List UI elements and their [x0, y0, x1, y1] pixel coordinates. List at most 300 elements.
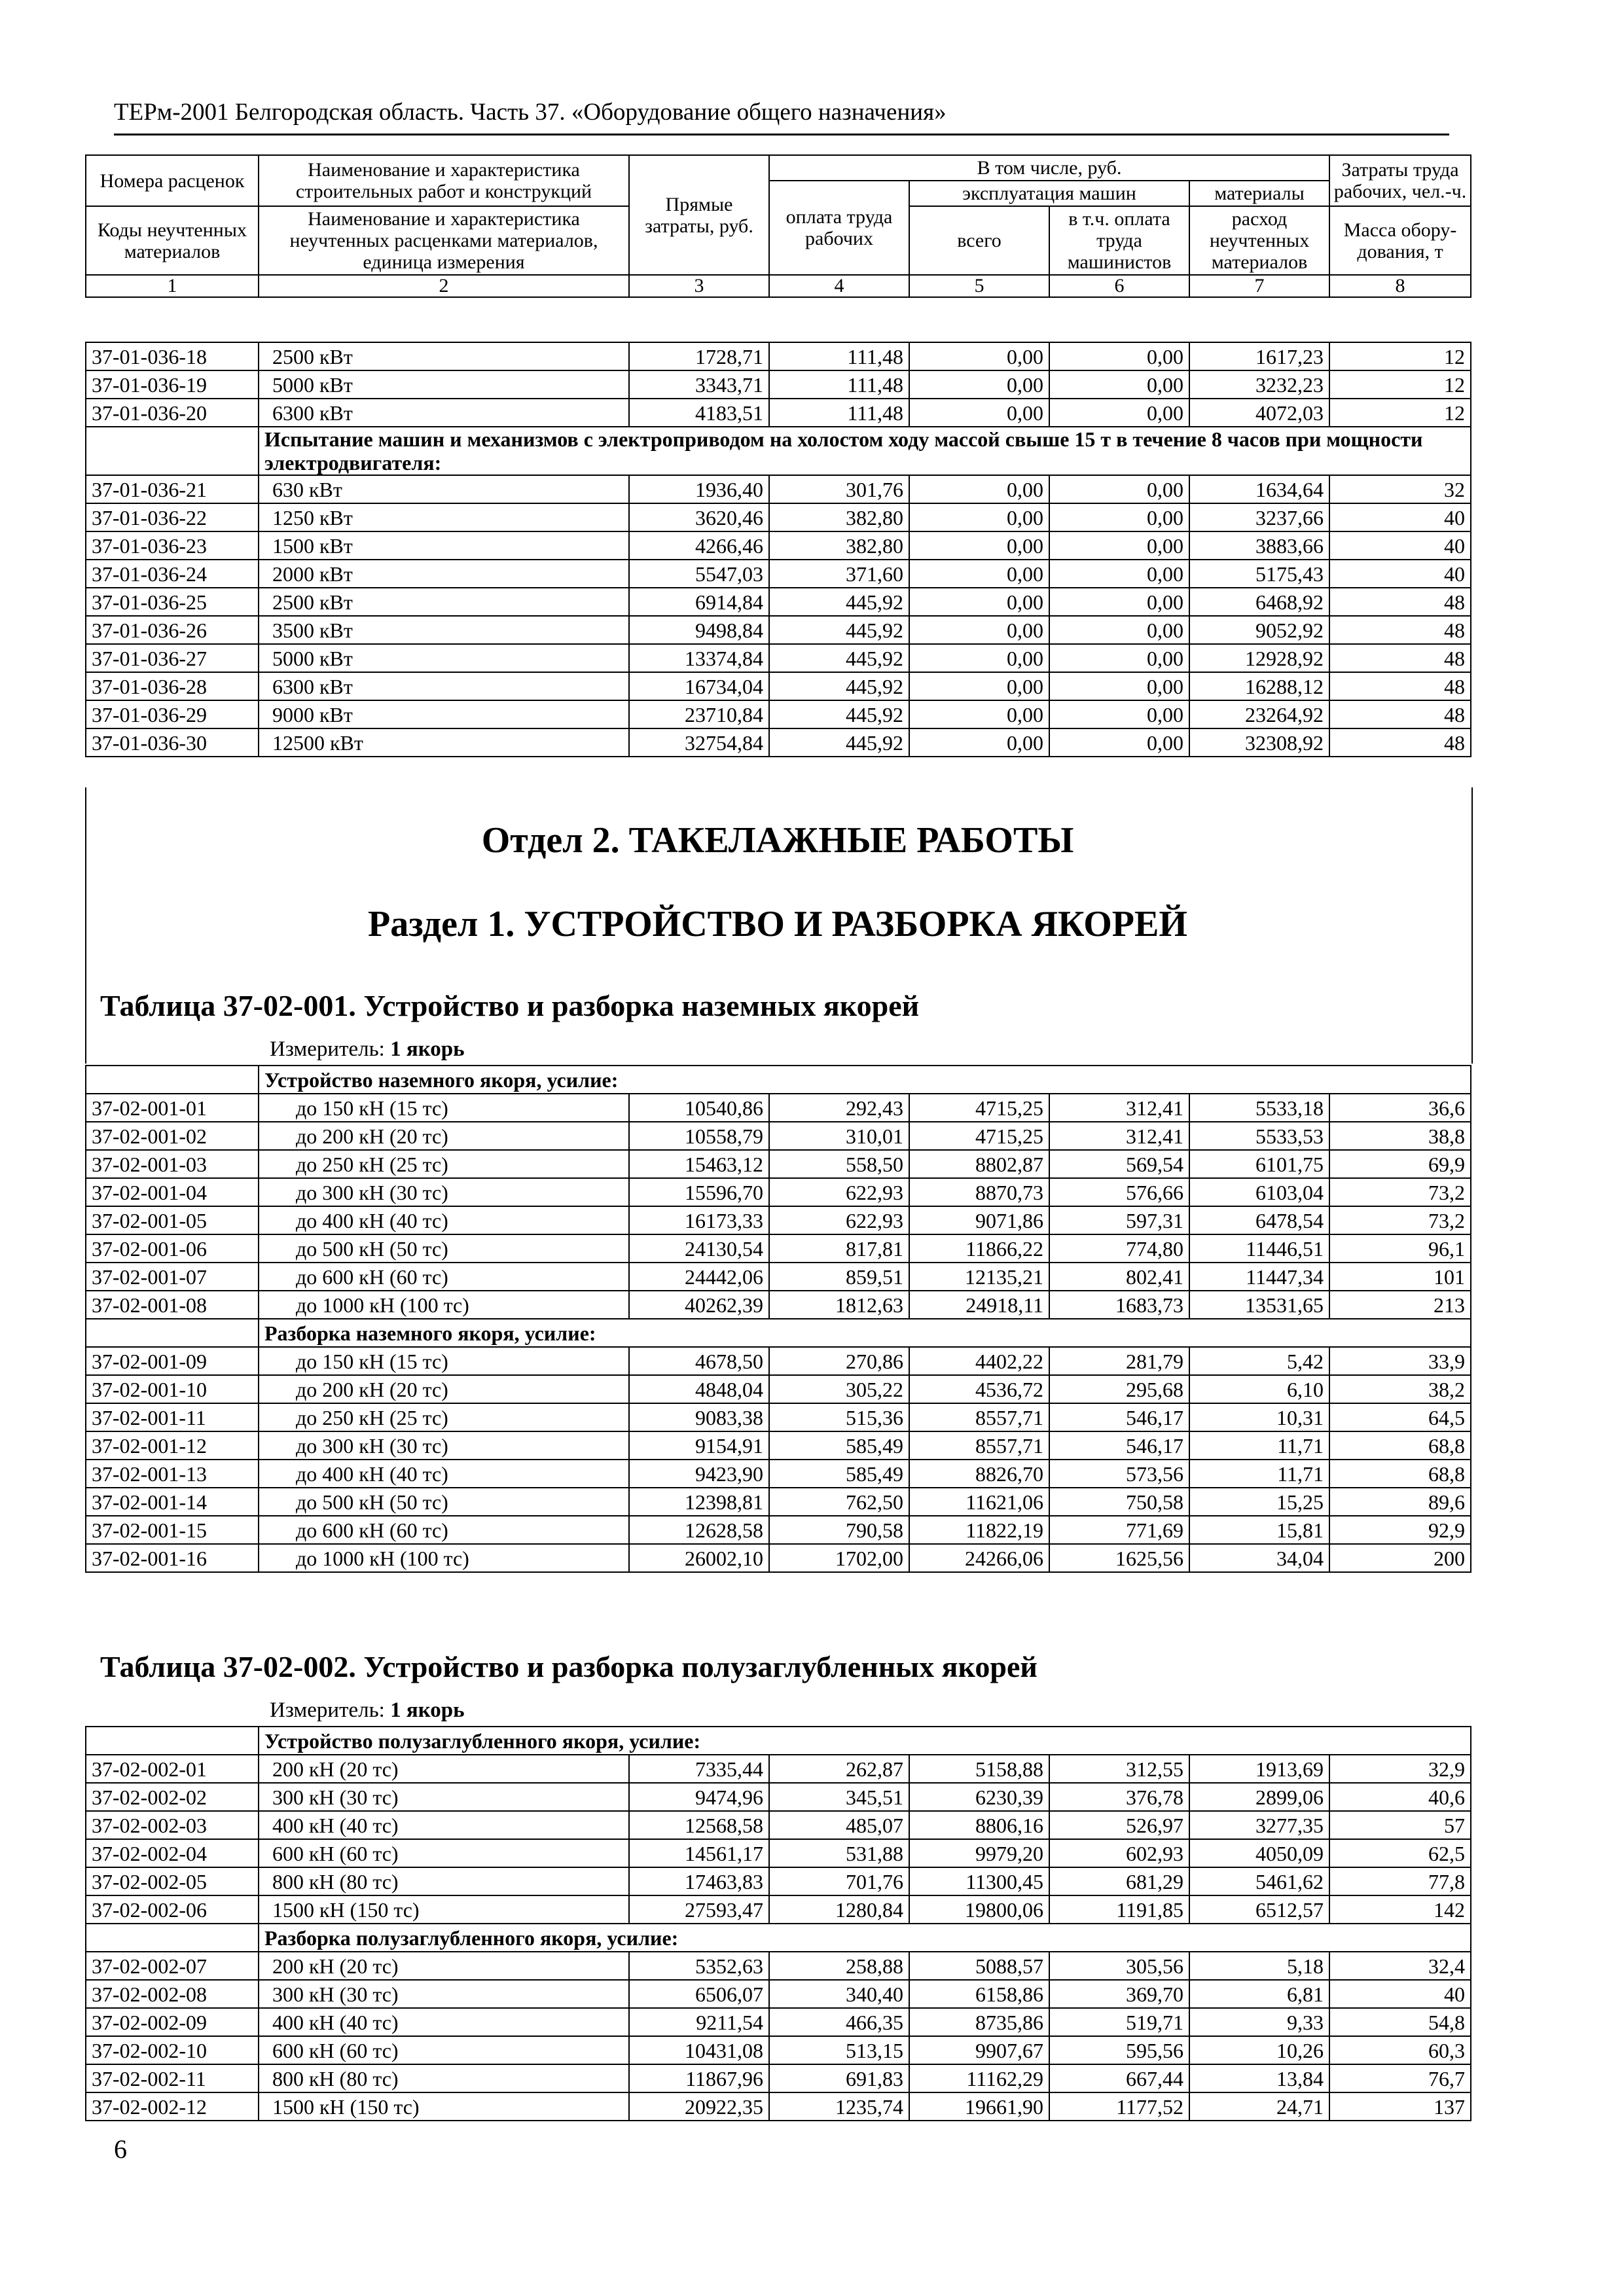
rate-code-cell: 37-01-036-26: [86, 616, 259, 644]
rate-code-cell: 37-01-036-21: [86, 475, 259, 503]
running-header: ТЕРм-2001 Белгородская область. Часть 37. «Оборудование общего назначения»: [114, 96, 1449, 135]
col-wages-header: оплата труда рабочих: [769, 181, 909, 275]
machinist-wages-cell: 281,79: [1049, 1347, 1189, 1375]
table-row: [86, 672, 1471, 700]
machinist-wages-cell: 0,00: [1049, 728, 1189, 757]
direct-cost-cell: 5547,03: [629, 560, 769, 588]
machines-total-cell: 9979,20: [909, 1839, 1049, 1867]
materials-cost-cell: 32308,92: [1189, 728, 1329, 757]
table-row: [86, 1122, 1471, 1150]
wages-cell: 310,01: [769, 1122, 909, 1150]
wages-cell: 258,88: [769, 1952, 909, 1980]
wages-cell: 817,81: [769, 1234, 909, 1263]
group-heading: Устройство полузаглубленного якоря, усилие:: [259, 1727, 1471, 1755]
group-heading-row: [86, 1319, 1471, 1347]
col-material-codes-header: Коды неучтенных материалов: [86, 206, 259, 275]
wages-cell: 345,51: [769, 1783, 909, 1811]
rate-code-cell: 37-02-001-01: [86, 1094, 259, 1122]
machinist-wages-cell: 576,66: [1049, 1178, 1189, 1206]
rate-code-cell: 37-02-002-02: [86, 1783, 259, 1811]
machines-total-cell: 8557,71: [909, 1403, 1049, 1431]
table-row: [86, 2092, 1471, 2121]
materials-cost-cell: 6101,75: [1189, 1150, 1329, 1178]
table-row: [86, 644, 1471, 672]
machinist-wages-cell: 369,70: [1049, 1980, 1189, 2008]
wages-cell: 292,43: [769, 1094, 909, 1122]
rate-name-cell: 2000 кВт: [259, 560, 629, 588]
machinist-wages-cell: 573,56: [1049, 1460, 1189, 1488]
machinist-wages-cell: 1191,85: [1049, 1895, 1189, 1924]
machines-total-cell: 8870,73: [909, 1178, 1049, 1206]
machinist-wages-cell: 750,58: [1049, 1488, 1189, 1516]
rate-code-cell: 37-02-001-06: [86, 1234, 259, 1263]
machines-total-cell: 8735,86: [909, 2008, 1049, 2036]
labor-hours-cell: 38,8: [1329, 1122, 1471, 1150]
table-row: [86, 1460, 1471, 1488]
table-row: [86, 1980, 1471, 2008]
machinist-wages-cell: 602,93: [1049, 1839, 1189, 1867]
machines-total-cell: 0,00: [909, 672, 1049, 700]
wages-cell: 382,80: [769, 503, 909, 531]
table-row: [86, 2064, 1471, 2092]
table-row: [86, 616, 1471, 644]
wages-cell: 445,92: [769, 728, 909, 757]
machinist-wages-cell: 0,00: [1049, 399, 1189, 427]
materials-cost-cell: 5461,62: [1189, 1867, 1329, 1895]
rate-name-cell: 2500 кВт: [259, 588, 629, 616]
wages-cell: 558,50: [769, 1150, 909, 1178]
machinist-wages-cell: 0,00: [1049, 616, 1189, 644]
wages-cell: 1280,84: [769, 1895, 909, 1924]
rate-code-cell: 37-02-001-12: [86, 1431, 259, 1460]
table-row: [86, 1178, 1471, 1206]
rate-code-cell: 37-02-002-12: [86, 2092, 259, 2121]
rate-name-cell: до 300 кН (30 тс): [259, 1178, 629, 1206]
machinist-wages-cell: 681,29: [1049, 1867, 1189, 1895]
direct-cost-cell: 40262,39: [629, 1291, 769, 1319]
wages-cell: 445,92: [769, 700, 909, 728]
machines-total-cell: 6230,39: [909, 1783, 1049, 1811]
materials-cost-cell: 6478,54: [1189, 1206, 1329, 1234]
col-labor-header: Затраты труда рабочих, чел.-ч.: [1329, 155, 1471, 206]
rate-code-cell: 37-02-001-02: [86, 1122, 259, 1150]
group-heading: Разборка наземного якоря, усилие:: [259, 1319, 1471, 1347]
group-heading-empty-cell: [86, 1727, 259, 1755]
col-index: 3: [629, 275, 769, 297]
labor-hours-cell: 33,9: [1329, 1347, 1471, 1375]
rate-name-cell: до 500 кН (50 тс): [259, 1488, 629, 1516]
rate-name-cell: до 400 кН (40 тс): [259, 1206, 629, 1234]
direct-cost-cell: 15463,12: [629, 1150, 769, 1178]
machinist-wages-cell: 0,00: [1049, 531, 1189, 560]
direct-cost-cell: 16173,33: [629, 1206, 769, 1234]
group-heading-row: [86, 1727, 1471, 1755]
materials-cost-cell: 11,71: [1189, 1431, 1329, 1460]
in-total-header: В том числе, руб.: [769, 155, 1329, 181]
rate-name-cell: до 200 кН (20 тс): [259, 1375, 629, 1403]
materials-cost-cell: 6512,57: [1189, 1895, 1329, 1924]
machinist-wages-cell: 597,31: [1049, 1206, 1189, 1234]
labor-hours-cell: 40: [1329, 560, 1471, 588]
rate-name-cell: 600 кН (60 тс): [259, 2036, 629, 2064]
rate-name-cell: до 250 кН (25 тс): [259, 1150, 629, 1178]
direct-cost-cell: 4848,04: [629, 1375, 769, 1403]
wages-cell: 790,58: [769, 1516, 909, 1544]
direct-cost-cell: 4183,51: [629, 399, 769, 427]
machinist-wages-cell: 0,00: [1049, 503, 1189, 531]
rate-name-cell: до 150 кН (15 тс): [259, 1347, 629, 1375]
machines-total-cell: 9071,86: [909, 1206, 1049, 1234]
direct-cost-cell: 1728,71: [629, 342, 769, 370]
table1-meter: Измеритель: 1 якорь: [270, 1037, 465, 1061]
machines-total-cell: 11866,22: [909, 1234, 1049, 1263]
col-index: 7: [1189, 275, 1329, 297]
wages-cell: 305,22: [769, 1375, 909, 1403]
rate-name-cell: до 600 кН (60 тс): [259, 1516, 629, 1544]
labor-hours-cell: 54,8: [1329, 2008, 1471, 2036]
labor-hours-cell: 12: [1329, 370, 1471, 399]
direct-cost-cell: 32754,84: [629, 728, 769, 757]
wages-cell: 1812,63: [769, 1291, 909, 1319]
rate-name-cell: 400 кН (40 тс): [259, 2008, 629, 2036]
labor-hours-cell: 48: [1329, 616, 1471, 644]
col-index: 2: [259, 275, 629, 297]
wages-cell: 262,87: [769, 1755, 909, 1783]
machines-total-cell: 0,00: [909, 399, 1049, 427]
rate-code-cell: 37-02-002-07: [86, 1952, 259, 1980]
labor-hours-cell: 32: [1329, 475, 1471, 503]
machinist-wages-cell: 519,71: [1049, 2008, 1189, 2036]
table-row: [86, 1516, 1471, 1544]
materials-cost-cell: 9,33: [1189, 2008, 1329, 2036]
direct-cost-cell: 12568,58: [629, 1811, 769, 1839]
direct-cost-cell: 17463,83: [629, 1867, 769, 1895]
materials-cost-cell: 10,26: [1189, 2036, 1329, 2064]
labor-hours-cell: 101: [1329, 1263, 1471, 1291]
group-heading: Разборка полузаглубленного якоря, усилие:: [259, 1924, 1471, 1952]
labor-hours-cell: 89,6: [1329, 1488, 1471, 1516]
materials-cost-cell: 24,71: [1189, 2092, 1329, 2121]
rate-name-cell: 6300 кВт: [259, 672, 629, 700]
machines-total-cell: 5158,88: [909, 1755, 1049, 1783]
rate-code-cell: 37-02-001-03: [86, 1150, 259, 1178]
machines-header: эксплуатация машин: [909, 181, 1189, 206]
wages-cell: 111,48: [769, 370, 909, 399]
direct-cost-cell: 10558,79: [629, 1122, 769, 1150]
rate-name-cell: 9000 кВт: [259, 700, 629, 728]
rate-name-cell: 5000 кВт: [259, 370, 629, 399]
wages-cell: 382,80: [769, 531, 909, 560]
labor-hours-cell: 32,9: [1329, 1755, 1471, 1783]
table1-title: Таблица 37-02-001. Устройство и разборка наземных якорей: [100, 989, 920, 1022]
wages-cell: 485,07: [769, 1811, 909, 1839]
table-row: [86, 370, 1471, 399]
materials-cost-cell: 3883,66: [1189, 531, 1329, 560]
machines-total-cell: 0,00: [909, 342, 1049, 370]
machinist-wages-cell: 305,56: [1049, 1952, 1189, 1980]
direct-cost-cell: 14561,17: [629, 1839, 769, 1867]
labor-hours-cell: 92,9: [1329, 1516, 1471, 1544]
machinist-wages-cell: 0,00: [1049, 700, 1189, 728]
wages-cell: 513,15: [769, 2036, 909, 2064]
rate-name-cell: 1500 кВт: [259, 531, 629, 560]
table-row: [86, 1094, 1471, 1122]
materials-cost-cell: 5175,43: [1189, 560, 1329, 588]
labor-hours-cell: 68,8: [1329, 1460, 1471, 1488]
materials-cost-cell: 3232,23: [1189, 370, 1329, 399]
rate-code-cell: 37-01-036-25: [86, 588, 259, 616]
table2-meter: Измеритель: 1 якорь: [270, 1698, 465, 1722]
machines-total-cell: 4536,72: [909, 1375, 1049, 1403]
machines-total-cell: 0,00: [909, 616, 1049, 644]
direct-cost-cell: 24442,06: [629, 1263, 769, 1291]
table-row: [86, 2036, 1471, 2064]
col-name-header: Наименование и характеристика строительных работ и конструкций: [259, 155, 629, 206]
direct-cost-cell: 1936,40: [629, 475, 769, 503]
direct-cost-cell: 4266,46: [629, 531, 769, 560]
labor-hours-cell: 48: [1329, 700, 1471, 728]
machines-total-cell: 12135,21: [909, 1263, 1049, 1291]
materials-cost-cell: 34,04: [1189, 1544, 1329, 1572]
materials-cost-cell: 3237,66: [1189, 503, 1329, 531]
materials-cost-cell: 2899,06: [1189, 1783, 1329, 1811]
rates-table-block1: [85, 342, 1471, 757]
labor-hours-cell: 137: [1329, 2092, 1471, 2121]
materials-cost-cell: 10,31: [1189, 1403, 1329, 1431]
rate-name-cell: 800 кН (80 тс): [259, 1867, 629, 1895]
table-row: [86, 1150, 1471, 1178]
group-heading-row: [86, 1924, 1471, 1952]
direct-cost-cell: 11867,96: [629, 2064, 769, 2092]
machinist-wages-cell: 0,00: [1049, 342, 1189, 370]
rate-name-cell: до 300 кН (30 тс): [259, 1431, 629, 1460]
rate-code-cell: 37-02-001-16: [86, 1544, 259, 1572]
labor-hours-cell: 57: [1329, 1811, 1471, 1839]
materials-header: материалы: [1189, 181, 1329, 206]
materials-cost-cell: 15,25: [1189, 1488, 1329, 1516]
rate-code-cell: 37-02-001-05: [86, 1206, 259, 1234]
rate-code-cell: 37-01-036-29: [86, 700, 259, 728]
table-row: [86, 588, 1471, 616]
rate-name-cell: до 400 кН (40 тс): [259, 1460, 629, 1488]
table-row: [86, 1895, 1471, 1924]
rate-code-cell: 37-02-001-09: [86, 1347, 259, 1375]
labor-hours-cell: 36,6: [1329, 1094, 1471, 1122]
rate-name-cell: 12500 кВт: [259, 728, 629, 757]
group-heading: Устройство наземного якоря, усилие:: [259, 1066, 1471, 1094]
group-heading-empty-cell: [86, 1066, 259, 1094]
labor-hours-cell: 40: [1329, 1980, 1471, 2008]
table-row: [86, 1839, 1471, 1867]
rate-code-cell: 37-02-002-08: [86, 1980, 259, 2008]
direct-cost-cell: 10540,86: [629, 1094, 769, 1122]
labor-hours-cell: 40,6: [1329, 1783, 1471, 1811]
labor-hours-cell: 40: [1329, 531, 1471, 560]
rate-code-cell: 37-02-002-10: [86, 2036, 259, 2064]
group-heading-empty-cell: [86, 1319, 259, 1347]
section-title: Раздел 1. УСТРОЙСТВО И РАЗБОРКА ЯКОРЕЙ: [368, 904, 1187, 944]
labor-hours-cell: 76,7: [1329, 2064, 1471, 2092]
machines-total-cell: 4715,25: [909, 1094, 1049, 1122]
direct-cost-cell: 3343,71: [629, 370, 769, 399]
col-machinist-wages-header: в т.ч. оплата труда машинистов: [1049, 206, 1189, 275]
labor-hours-cell: 213: [1329, 1291, 1471, 1319]
direct-cost-cell: 9211,54: [629, 2008, 769, 2036]
machines-total-cell: 0,00: [909, 728, 1049, 757]
direct-cost-cell: 23710,84: [629, 700, 769, 728]
machinist-wages-cell: 0,00: [1049, 588, 1189, 616]
group-heading: Испытание машин и механизмов с электроприводом на холостом ходу массой свыше 15 т в течение 8 часов при мощности электродвигателя:: [259, 427, 1471, 475]
labor-hours-cell: 32,4: [1329, 1952, 1471, 1980]
wages-cell: 445,92: [769, 644, 909, 672]
col-direct-cost-header: Прямые затраты, руб.: [629, 155, 769, 275]
table-row: [86, 399, 1471, 427]
group-heading-empty-cell: [86, 427, 259, 475]
direct-cost-cell: 7335,44: [629, 1755, 769, 1783]
labor-hours-cell: 40: [1329, 503, 1471, 531]
direct-cost-cell: 9083,38: [629, 1403, 769, 1431]
labor-hours-cell: 62,5: [1329, 1839, 1471, 1867]
col-index: 8: [1329, 275, 1471, 297]
machinist-wages-cell: 0,00: [1049, 475, 1189, 503]
wages-cell: 111,48: [769, 342, 909, 370]
labor-hours-cell: 48: [1329, 644, 1471, 672]
labor-hours-cell: 48: [1329, 672, 1471, 700]
wages-cell: 701,76: [769, 1867, 909, 1895]
direct-cost-cell: 13374,84: [629, 644, 769, 672]
table-row: [86, 700, 1471, 728]
machines-total-cell: 8826,70: [909, 1460, 1049, 1488]
table-row: [86, 2008, 1471, 2036]
labor-hours-cell: 12: [1329, 342, 1471, 370]
col-index: 1: [86, 275, 259, 297]
col-machines-total-header: всего: [909, 206, 1049, 275]
labor-hours-cell: 73,2: [1329, 1206, 1471, 1234]
machinist-wages-cell: 771,69: [1049, 1516, 1189, 1544]
materials-cost-cell: 9052,92: [1189, 616, 1329, 644]
direct-cost-cell: 15596,70: [629, 1178, 769, 1206]
rate-name-cell: 200 кН (20 тс): [259, 1952, 629, 1980]
table-row: [86, 1544, 1471, 1572]
rate-code-cell: 37-02-001-14: [86, 1488, 259, 1516]
rate-code-cell: 37-02-002-11: [86, 2064, 259, 2092]
direct-cost-cell: 24130,54: [629, 1234, 769, 1263]
machinist-wages-cell: 295,68: [1049, 1375, 1189, 1403]
direct-cost-cell: 9154,91: [629, 1431, 769, 1460]
materials-cost-cell: 6,81: [1189, 1980, 1329, 2008]
machines-total-cell: 0,00: [909, 503, 1049, 531]
rate-code-cell: 37-01-036-27: [86, 644, 259, 672]
table-row: [86, 1867, 1471, 1895]
direct-cost-cell: 9423,90: [629, 1460, 769, 1488]
wages-cell: 622,93: [769, 1178, 909, 1206]
labor-hours-cell: 96,1: [1329, 1234, 1471, 1263]
materials-cost-cell: 13,84: [1189, 2064, 1329, 2092]
labor-hours-cell: 38,2: [1329, 1375, 1471, 1403]
direct-cost-cell: 12628,58: [629, 1516, 769, 1544]
rate-code-cell: 37-02-002-05: [86, 1867, 259, 1895]
rate-name-cell: до 1000 кН (100 тс): [259, 1291, 629, 1319]
machinist-wages-cell: 376,78: [1049, 1783, 1189, 1811]
rate-code-cell: 37-02-002-01: [86, 1755, 259, 1783]
col-mass-header: Масса обору-дования, т: [1329, 206, 1471, 275]
table-row: [86, 1488, 1471, 1516]
materials-cost-cell: 5,42: [1189, 1347, 1329, 1375]
machinist-wages-cell: 0,00: [1049, 672, 1189, 700]
materials-cost-cell: 4072,03: [1189, 399, 1329, 427]
machines-total-cell: 24918,11: [909, 1291, 1049, 1319]
direct-cost-cell: 10431,08: [629, 2036, 769, 2064]
table-row: [86, 1375, 1471, 1403]
materials-cost-cell: 11447,34: [1189, 1263, 1329, 1291]
direct-cost-cell: 12398,81: [629, 1488, 769, 1516]
department-title: Отдел 2. ТАКЕЛАЖНЫЕ РАБОТЫ: [481, 820, 1074, 861]
table-row: [86, 531, 1471, 560]
wages-cell: 585,49: [769, 1431, 909, 1460]
wages-cell: 515,36: [769, 1403, 909, 1431]
materials-cost-cell: 4050,09: [1189, 1839, 1329, 1867]
rate-name-cell: 400 кН (40 тс): [259, 1811, 629, 1839]
direct-cost-cell: 3620,46: [629, 503, 769, 531]
machinist-wages-cell: 0,00: [1049, 370, 1189, 399]
table-row: [86, 1755, 1471, 1783]
col-codes-header: Номера расценок: [86, 155, 259, 206]
rate-code-cell: 37-01-036-22: [86, 503, 259, 531]
labor-hours-cell: 64,5: [1329, 1403, 1471, 1431]
table-row: [86, 342, 1471, 370]
materials-cost-cell: 6,10: [1189, 1375, 1329, 1403]
machines-total-cell: 4715,25: [909, 1122, 1049, 1150]
wages-cell: 301,76: [769, 475, 909, 503]
rate-code-cell: 37-01-036-23: [86, 531, 259, 560]
rate-name-cell: 300 кН (30 тс): [259, 1980, 629, 2008]
rate-name-cell: 6300 кВт: [259, 399, 629, 427]
rate-name-cell: 3500 кВт: [259, 616, 629, 644]
machinist-wages-cell: 0,00: [1049, 560, 1189, 588]
machinist-wages-cell: 526,97: [1049, 1811, 1189, 1839]
wages-cell: 585,49: [769, 1460, 909, 1488]
wages-cell: 466,35: [769, 2008, 909, 2036]
direct-cost-cell: 9498,84: [629, 616, 769, 644]
col-materials-header: расход неучтенных материалов: [1189, 206, 1329, 275]
machines-total-cell: 0,00: [909, 475, 1049, 503]
rate-name-cell: до 1000 кН (100 тс): [259, 1544, 629, 1572]
labor-hours-cell: 60,3: [1329, 2036, 1471, 2064]
machines-total-cell: 11162,29: [909, 2064, 1049, 2092]
direct-cost-cell: 4678,50: [629, 1347, 769, 1375]
labor-hours-cell: 142: [1329, 1895, 1471, 1924]
machinist-wages-cell: 667,44: [1049, 2064, 1189, 2092]
table-row: [86, 475, 1471, 503]
wages-cell: 762,50: [769, 1488, 909, 1516]
col-index: 5: [909, 275, 1049, 297]
machines-total-cell: 6158,86: [909, 1980, 1049, 2008]
direct-cost-cell: 27593,47: [629, 1895, 769, 1924]
machines-total-cell: 19661,90: [909, 2092, 1049, 2121]
machines-total-cell: 0,00: [909, 531, 1049, 560]
col-index: 4: [769, 275, 909, 297]
wages-cell: 270,86: [769, 1347, 909, 1375]
materials-cost-cell: 5,18: [1189, 1952, 1329, 1980]
machines-total-cell: 24266,06: [909, 1544, 1049, 1572]
rate-name-cell: до 200 кН (20 тс): [259, 1122, 629, 1150]
rate-name-cell: 2500 кВт: [259, 342, 629, 370]
page-number: 6: [114, 2134, 127, 2164]
labor-hours-cell: 48: [1329, 588, 1471, 616]
machinist-wages-cell: 802,41: [1049, 1263, 1189, 1291]
labor-hours-cell: 200: [1329, 1544, 1471, 1572]
group-heading-empty-cell: [86, 1924, 259, 1952]
